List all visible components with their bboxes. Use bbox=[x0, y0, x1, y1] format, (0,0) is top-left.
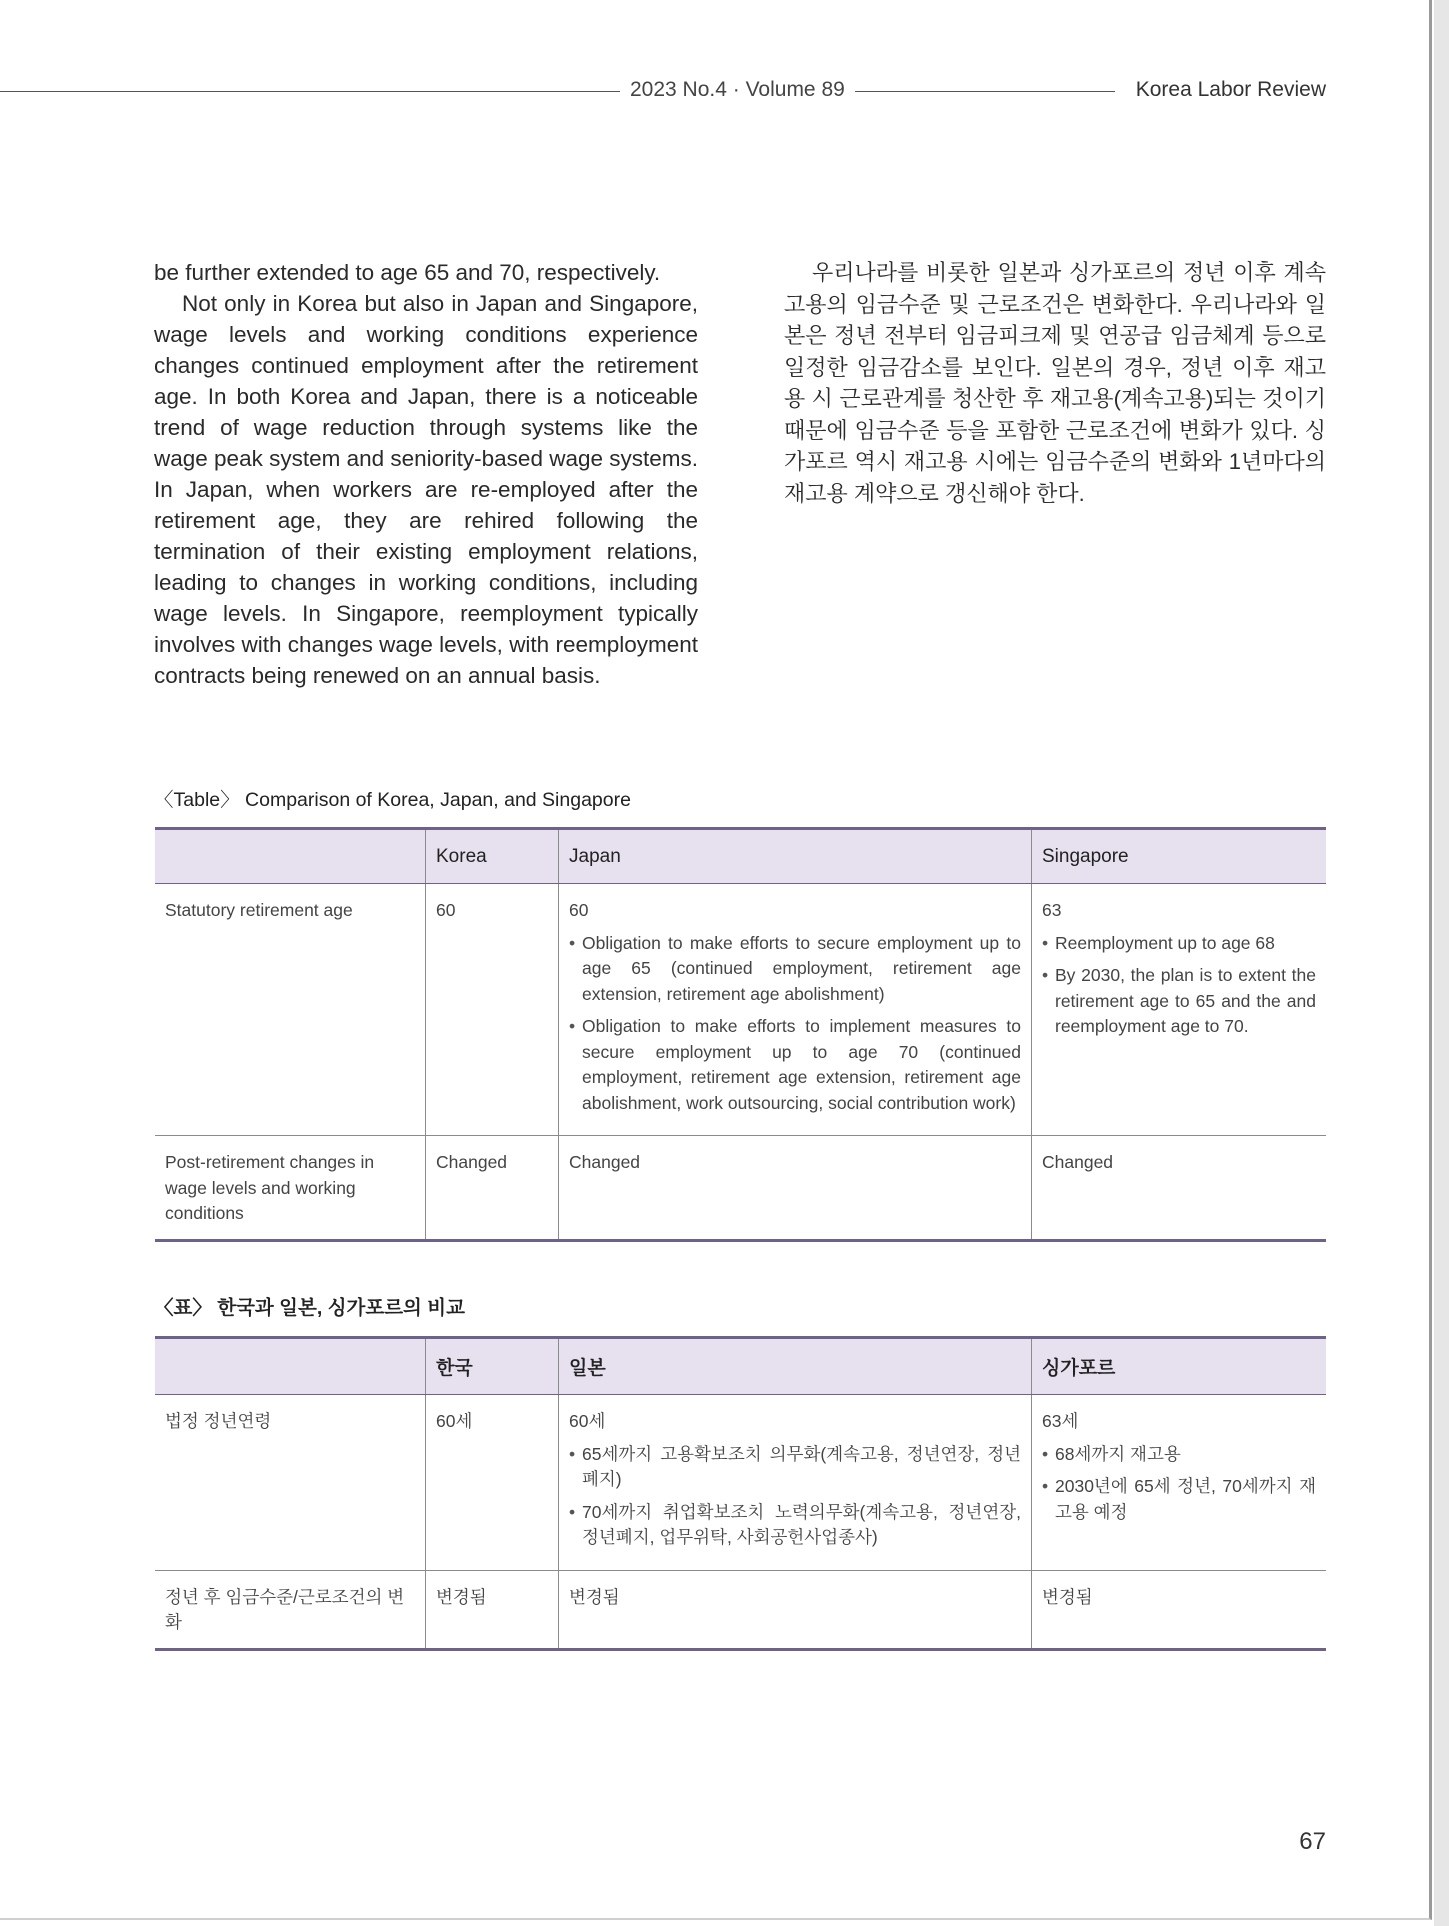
header-cell-korea: 한국 bbox=[426, 1338, 559, 1395]
header-journal-title: Korea Labor Review bbox=[1135, 78, 1326, 101]
cell-japan: Changed bbox=[559, 1136, 1032, 1241]
cell-korea: 60세 bbox=[426, 1395, 559, 1571]
cell-korea: 변경됨 bbox=[426, 1570, 559, 1649]
page-edge-shadow bbox=[1434, 0, 1449, 1926]
table-ko-caption: 〈표〉 한국과 일본, 싱가포르의 비교 bbox=[154, 1297, 465, 1319]
header-rule-left bbox=[0, 91, 620, 92]
table-en-caption: 〈Table〉 Comparison of Korea, Japan, and Singapore bbox=[154, 789, 631, 811]
list-item: • 2030년에 65세 정년, 70세까지 재고용 예정 bbox=[1042, 1474, 1316, 1525]
cell-korea: Changed bbox=[426, 1136, 559, 1241]
table-en bbox=[155, 827, 1326, 1242]
header-cell-singapore: 싱가포르 bbox=[1032, 1338, 1327, 1395]
row-label: Statutory retirement age bbox=[165, 900, 353, 920]
cell-singapore: 변경됨 bbox=[1032, 1570, 1327, 1649]
table-header-row bbox=[155, 829, 1326, 884]
header-rule-right bbox=[855, 91, 1115, 92]
japan-bullet-list bbox=[569, 931, 1021, 1117]
table-row bbox=[155, 884, 1326, 1136]
list-item: • 68세까지 재고용 bbox=[1042, 1442, 1316, 1468]
singapore-bullet-list bbox=[1042, 931, 1316, 1040]
list-item: • Obligation to make efforts to implement measures to secure employment up to age 70 (continued employment, retirement age extension, retirement age abolishment, work outsourcing, social contribution work) bbox=[569, 1014, 1021, 1116]
cell-japan-value: 60세 bbox=[569, 1411, 606, 1431]
japan-bullet-list bbox=[569, 1442, 1021, 1551]
header-cell-japan: 일본 bbox=[559, 1338, 1032, 1395]
list-item: • 65세까지 고용확보조치 의무화(계속고용, 정년연장, 정년폐지) bbox=[569, 1442, 1021, 1493]
cell-singapore bbox=[1032, 1395, 1327, 1571]
cell-japan bbox=[559, 1395, 1032, 1571]
list-item: • Reemployment up to age 68 bbox=[1042, 931, 1316, 957]
header-cell-empty bbox=[155, 829, 426, 884]
korean-paragraph-1: 우리나라를 비롯한 일본과 싱가포르의 정년 이후 계속고용의 임금수준 및 근로조건은 변화한다. 우리나라와 일본은 정년 전부터 임금피크제 및 연공급 임금체계 등으로 일정한 임금감소를 보인다. 일본의 경우, 정년 이후 재고용 시 근로관계를 청산한 후 재고용(계속고용)되는 것이기 때문에 임금수준 등을 포함한 근로조건에 변화가 있다. 싱가포르 역시 재고용 시에는 임금수준의 변화와 1년마다의 재고용 계약으로 갱신해야 한다. bbox=[784, 260, 1326, 506]
row-label: 정년 후 임금수준/근로조건의 변화 bbox=[155, 1570, 426, 1649]
english-text-column bbox=[154, 257, 698, 691]
table-header-row bbox=[155, 1338, 1326, 1395]
cell-singapore-value: 63세 bbox=[1042, 1411, 1079, 1431]
header-cell-singapore: Singapore bbox=[1032, 829, 1327, 884]
cell-korea: 60 bbox=[426, 884, 559, 1136]
row-label: Post-retirement changes in wage levels and working conditions bbox=[155, 1136, 426, 1241]
singapore-bullet-list bbox=[1042, 1442, 1316, 1526]
cell-singapore: Changed bbox=[1032, 1136, 1327, 1241]
english-paragraph-2: Not only in Korea but also in Japan and Singapore, wage levels and working conditions experience changes continued employment after the retirement age. In both Korea and Japan, there is a noticeable trend of wage reduction through systems like the wage peak system and seniority-based wage systems. In Japan, when workers are re-employed after the retirement age, they are rehired following the termination of their existing employment relations, leading to changes in working conditions, including wage levels. In Singapore, reemployment typically involves with changes wage levels, with reemployment contracts being renewed on an annual basis. bbox=[154, 291, 699, 688]
list-item: • Obligation to make efforts to secure employment up to age 65 (continued employment, retirement age extension, retirement age abolishment) bbox=[569, 931, 1021, 1008]
korean-text-column bbox=[784, 257, 1326, 509]
table-row bbox=[155, 1395, 1326, 1571]
table-row bbox=[155, 1570, 1326, 1649]
cell-singapore-value: 63 bbox=[1042, 900, 1062, 920]
header-cell-empty bbox=[155, 1338, 426, 1395]
cell-japan-value: 60 bbox=[569, 900, 589, 920]
header-cell-japan: Japan bbox=[559, 829, 1032, 884]
english-paragraph-1: be further extended to age 65 and 70, respectively. bbox=[154, 260, 661, 285]
table-row bbox=[155, 1136, 1326, 1241]
header-cell-korea: Korea bbox=[426, 829, 559, 884]
cell-japan bbox=[559, 884, 1032, 1136]
row-label: 법정 정년연령 bbox=[165, 1411, 272, 1431]
cell-japan: 변경됨 bbox=[559, 1570, 1032, 1649]
list-item: • By 2030, the plan is to extent the retirement age to 65 and the and reemployment age to 70. bbox=[1042, 963, 1316, 1040]
cell-singapore bbox=[1032, 884, 1327, 1136]
page-number: 67 bbox=[1299, 1828, 1326, 1855]
table-ko bbox=[155, 1336, 1326, 1651]
header-issue: 2023 No.4 · Volume 89 bbox=[630, 78, 845, 101]
list-item: • 70세까지 취업확보조치 노력의무화(계속고용, 정년연장, 정년폐지, 업무위탁, 사회공헌사업종사) bbox=[569, 1500, 1021, 1551]
